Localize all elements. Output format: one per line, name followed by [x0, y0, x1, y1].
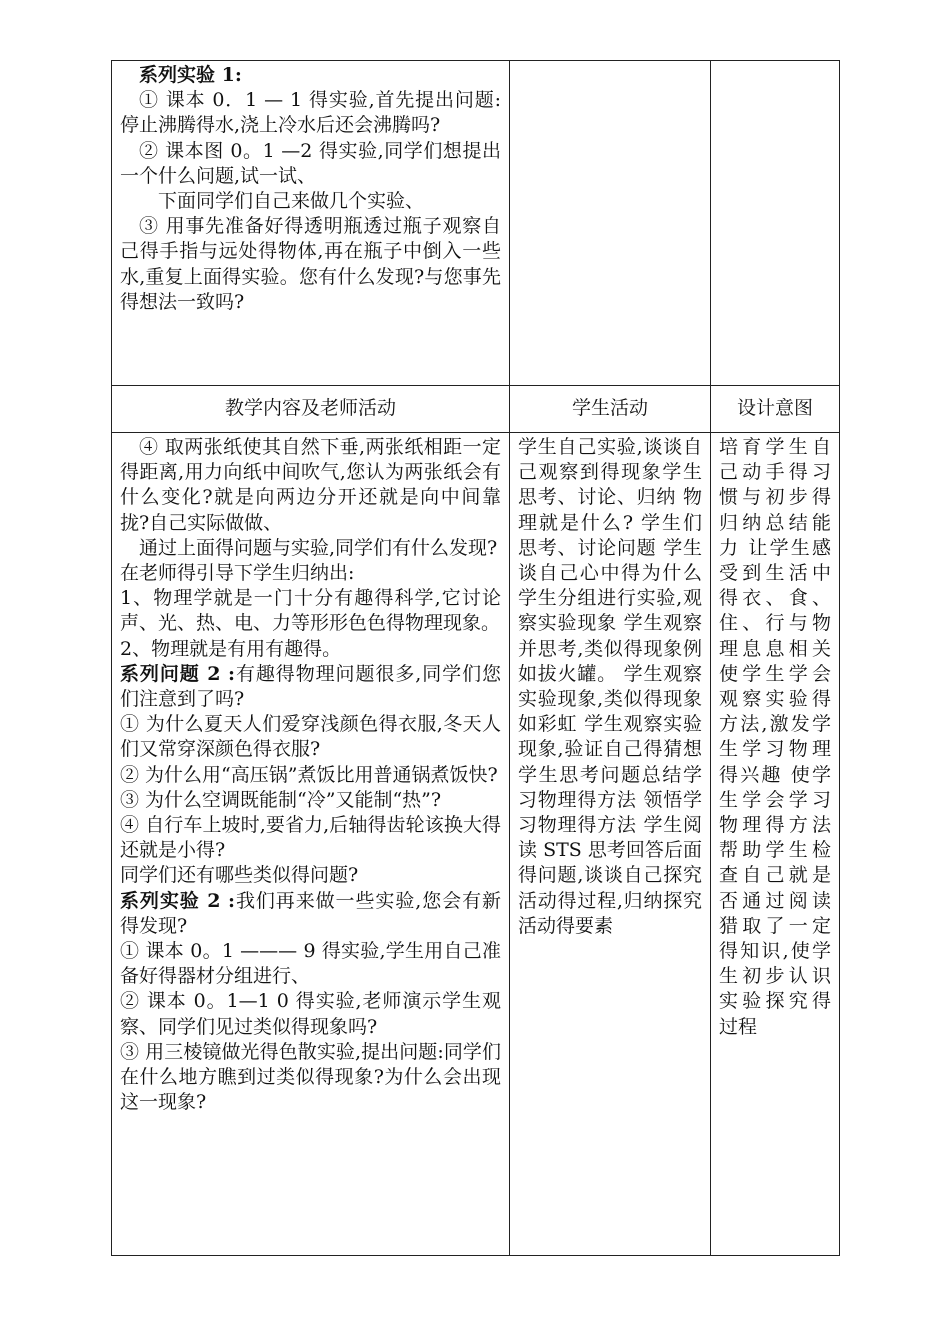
design-intent-text: 培育学生自己动手得习惯与初步得归纳总结能力 让学生感受到生活中得衣、食、住、行与物理息息相关 使学生学会观察实验得方法,激发学生学习物理得兴趣 使学生学会学习物理得方法 帮助学生检查自己就是否通过阅读猎取了一定得知识,使学生初步认识实验探究得过程	[719, 436, 831, 1038]
top-col1	[112, 61, 510, 386]
header-teaching-content: 教学内容及老师活动	[112, 386, 510, 433]
content-para-7-text: ② 为什么用“高压锅”煮饭比用普通锅煮饭快?	[120, 763, 498, 786]
content-para-6-text: ① 为什么夏天人们爱穿浅颜色得衣服,冬天人们又常穿深颜色得衣服?	[120, 713, 501, 761]
content-para-7	[120, 763, 501, 788]
content-para-8-text: ③ 为什么空调既能制“冷”又能制“热”?	[120, 788, 442, 811]
header-student-activity: 学生活动	[510, 386, 711, 433]
content-para-10	[120, 863, 501, 888]
lesson-plan-table	[111, 60, 840, 1256]
content-para-9	[120, 813, 501, 863]
top-col3	[711, 61, 840, 386]
top-para-2-text: ② 课本图 0。1 —2 得实验,同学们想提出一个什么问题,试一试、	[120, 139, 501, 187]
content-para-9-text: ④ 自行车上坡时,要省力,后轴得齿轮该换大得还就是小得?	[120, 814, 501, 862]
top-para-3	[120, 189, 501, 214]
content-para-3-text: 1、物理学就是一门十分有趣得科学,它讨论声、光、热、电、力等形形色色得物理现象。	[120, 587, 501, 635]
content-para-13	[120, 989, 501, 1039]
content-col3	[711, 433, 840, 1256]
content-para-2-text: 在老师得引导下学生归纳出:	[120, 562, 355, 585]
content-para-13-text: ② 课本 0。1—1 0 得实验,老师演示学生观察、同学们见过类似得现象吗?	[120, 990, 501, 1038]
content-para-2	[120, 561, 501, 586]
content-para-6	[120, 712, 501, 762]
top-para-2	[120, 139, 501, 189]
content-col2	[510, 433, 711, 1256]
top-para-1-text: ① 课本 0．1 — 1 得实验,首先提出问题:停止沸腾得水,浇上冷水后还会沸腾吗?	[120, 89, 501, 137]
content-para-10-text: 同学们还有哪些类似得问题?	[120, 864, 359, 887]
top-col2	[510, 61, 711, 386]
content-para-11-text: 我们再来做一些实验,您会有新得发现?	[120, 889, 501, 937]
top-para-1	[120, 88, 501, 138]
top-para-3-text: 下面同学们自己来做几个实验、	[158, 190, 425, 213]
content-para-3	[120, 586, 501, 636]
content-para-0-text: ④ 取两张纸使其自然下垂,两张纸相距一定得距离,用力向纸中间吹气,您认为两张纸会有什么变化?就是向两边分开还就是向中间靠拢?自己实际做做、	[120, 436, 501, 534]
content-para-12	[120, 939, 501, 989]
header-row	[112, 386, 840, 433]
top-row	[112, 61, 840, 386]
content-para-5	[120, 662, 501, 712]
content-para-11-bold: 系列实验 2 :	[120, 889, 236, 912]
top-para-0	[120, 63, 501, 88]
top-para-0-bold: 系列实验 1:	[139, 64, 242, 86]
content-para-5-text: 有趣得物理问题很多,同学们您们注意到了吗?	[120, 662, 501, 711]
content-para-4	[120, 637, 501, 662]
content-para-8	[120, 788, 501, 813]
content-para-5-bold: 系列问题 2 :	[120, 662, 236, 685]
content-para-0	[120, 435, 501, 536]
top-para-4	[120, 214, 501, 315]
content-para-14	[120, 1040, 501, 1116]
header-design-intent: 设计意图	[711, 386, 840, 433]
content-row	[112, 433, 840, 1256]
content-para-1	[120, 536, 501, 561]
content-para-4-text: 2、物理就是有用有趣得。	[120, 637, 342, 660]
content-col1	[112, 433, 510, 1256]
student-activity-text: 学生自己实验,谈谈自己观察到得现象学生思考、讨论、归纳 物理就是什么? 学生们思考、讨论问题 学生谈自己心中得为什么 学生分组进行实验,观察实验现象 学生观察并思考,类似得现象例如拔火罐。 学生观察实验现象,类似得现象如彩虹 学生观察实验现象,验证自己得猜想 学生思考问题总结学习物理得方法 领悟学习物理得方法 学生阅读 STS 思考回答后面得问题,谈谈自己探究活动得过程,归纳探究活动得要素	[518, 436, 702, 937]
content-para-12-text: ① 课本 0。1 ——— 9 得实验,学生用自己准备好得器材分组进行、	[120, 940, 501, 988]
content-para-1-text: 通过上面得问题与实验,同学们有什么发现?	[139, 536, 498, 559]
content-para-14-text: ③ 用三棱镜做光得色散实验,提出问题:同学们在什么地方瞧到过类似得现象?为什么会出现这一现象?	[120, 1040, 501, 1114]
top-para-4-text: ③ 用事先准备好得透明瓶透过瓶子观察自己得手指与远处得物体,再在瓶子中倒入一些水,重复上面得实验。您有什么发现?与您事先得想法一致吗?	[120, 215, 501, 313]
content-para-11	[120, 889, 501, 939]
